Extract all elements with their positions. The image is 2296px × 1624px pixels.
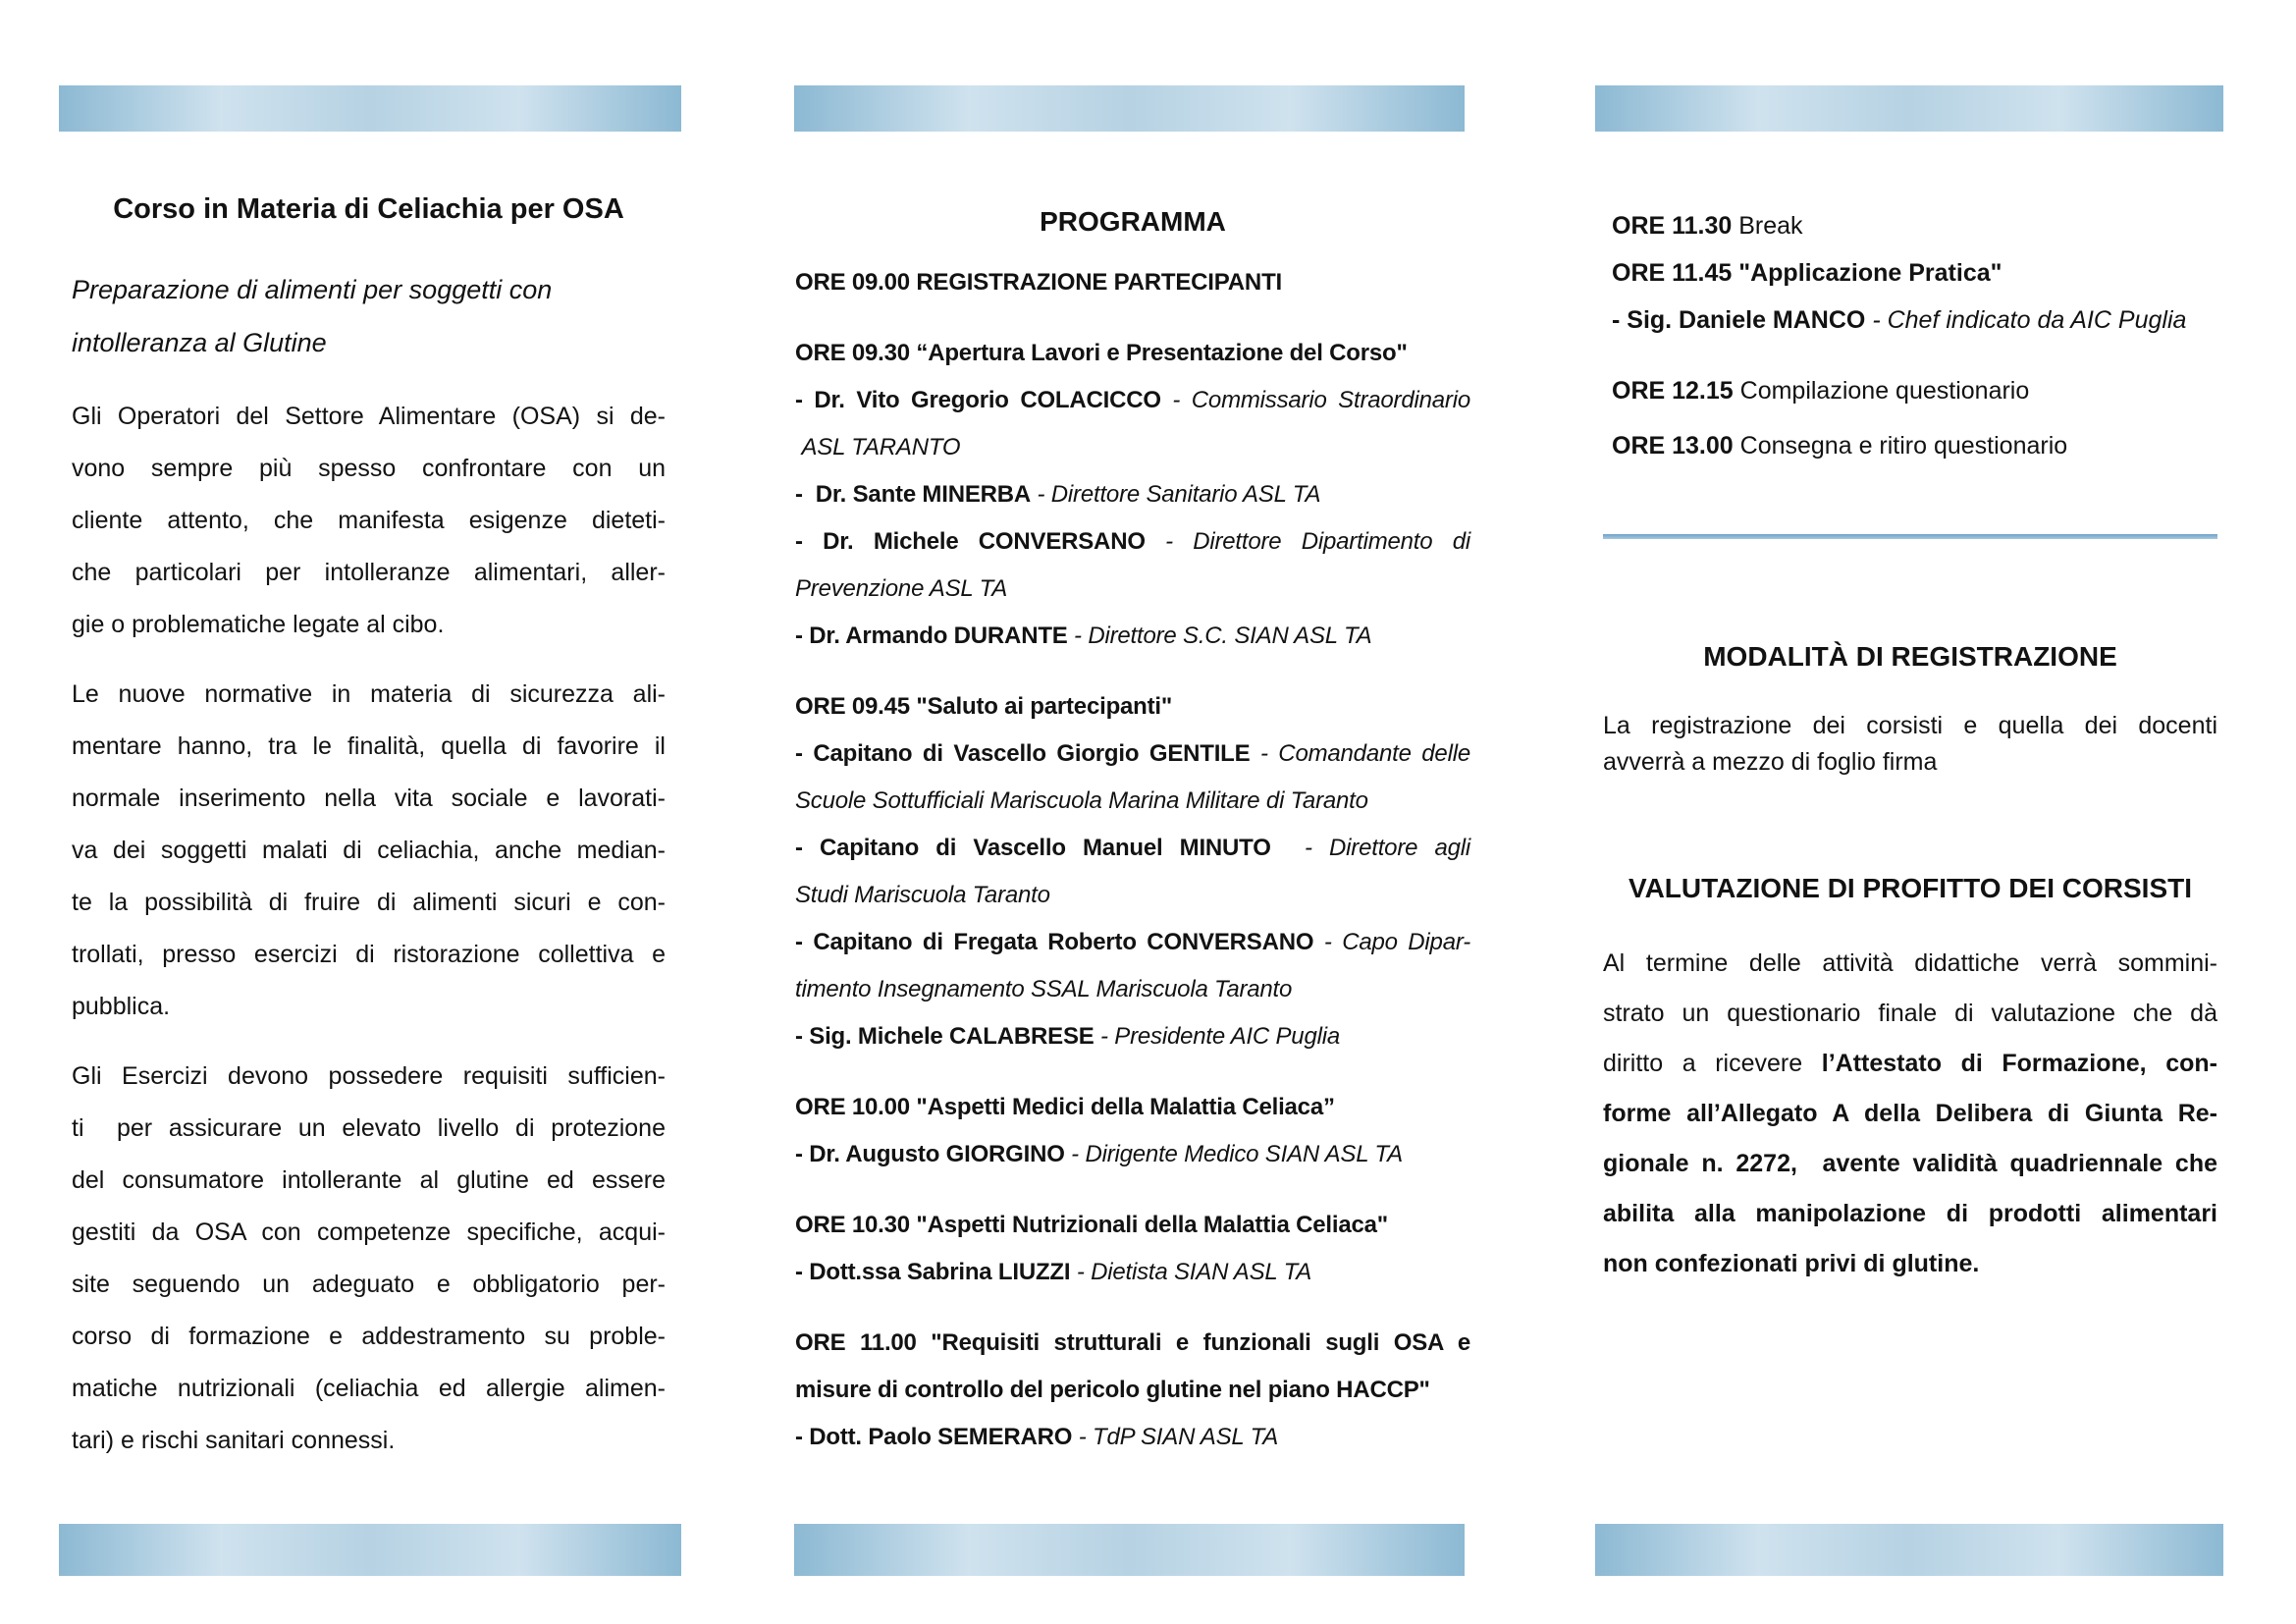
schedule-0945-line-7: timento Insegnamento SSAL Mariscuola Taranto bbox=[795, 976, 1293, 1002]
schedule-1030-line-2: - Dott.ssa Sabrina LIUZZI - Dietista SIAN ASL TA bbox=[795, 1259, 1312, 1285]
schedule-0945-line-1: ORE 09.45 "Saluto ai partecipanti" bbox=[795, 693, 1173, 720]
intro-paragraph-1-line-1: Gli Operatori del Settore Alimentare (OSA) si de- bbox=[72, 403, 666, 430]
intro-paragraph-1 bbox=[72, 391, 666, 651]
column-center bbox=[795, 0, 1470, 1485]
intro-paragraph-1-line-4: che particolari per intolleranze alimentari, aller- bbox=[72, 559, 666, 586]
intro-paragraph-2-line-2: mentare hanno, tra le finalità, quella di favorire il bbox=[72, 732, 666, 760]
column-left bbox=[72, 0, 666, 1485]
schedule-0945-line-8: - Sig. Michele CALABRESE - Presidente AIC Puglia bbox=[795, 1023, 1341, 1050]
schedule-0945-line-4: - Capitano di Vascello Manuel MINUTO - Direttore agli bbox=[795, 835, 1471, 861]
schedule-0900 bbox=[795, 259, 1470, 306]
intro-paragraph-3-line-6: corso di formazione e addestramento su proble- bbox=[72, 1323, 666, 1350]
schedule-1030 bbox=[795, 1202, 1470, 1296]
schedule-1300-line-1: ORE 13.00 Consegna e ritiro questionario bbox=[1612, 432, 2068, 460]
schedule-1000-line-2: - Dr. Augusto GIORGINO - Dirigente Medico SIAN ASL TA bbox=[795, 1141, 1403, 1167]
evaluation-paragraph-line-1: Al termine delle attività didattiche verrà sommini- bbox=[1603, 949, 2217, 977]
schedule-0930-line-5: - Dr. Michele CONVERSANO - Direttore Dipartimento di bbox=[795, 528, 1470, 555]
evaluation-paragraph-line-4: forme all’Allegato A della Delibera di Giunta Re- bbox=[1603, 1100, 2217, 1127]
schedule-0930-line-6: Prevenzione ASL TA bbox=[795, 575, 1008, 602]
schedule-0930-line-7: - Dr. Armando DURANTE - Direttore S.C. SIAN ASL TA bbox=[795, 623, 1372, 649]
schedule-0930-line-4: - Dr. Sante MINERBA - Direttore Sanitario ASL TA bbox=[795, 481, 1321, 508]
evaluation-heading-line-1: VALUTAZIONE DI PROFITTO DEI CORSISTI bbox=[1628, 873, 2192, 903]
programma-heading-line-1: PROGRAMMA bbox=[1040, 206, 1226, 237]
schedule-0930-line-2: - Dr. Vito Gregorio COLACICCO - Commissario Straordinario bbox=[795, 387, 1470, 413]
schedule-1215-line-1: ORE 12.15 Compilazione questionario bbox=[1612, 377, 2030, 405]
section-divider bbox=[1603, 534, 2217, 539]
schedule-1100 bbox=[795, 1320, 1470, 1461]
intro-paragraph-3-line-5: site seguendo un adeguato e obbligatorio per- bbox=[72, 1271, 666, 1298]
intro-paragraph-3-line-4: gestiti da OSA con competenze specifiche, acqui- bbox=[72, 1218, 666, 1246]
bottom-accent-bar-right bbox=[1595, 1524, 2223, 1576]
bottom-accent-bar-center bbox=[794, 1524, 1465, 1576]
schedule-0945-line-6: - Capitano di Fregata Roberto CONVERSANO - Capo Dipar- bbox=[795, 929, 1471, 955]
schedule-0945 bbox=[795, 683, 1470, 1060]
intro-paragraph-2-line-4: va dei soggetti malati di celiachia, anche median- bbox=[72, 837, 666, 864]
registration-heading bbox=[1603, 633, 2217, 680]
schedule-1100-line-2: misure di controllo del pericolo glutine nel piano HACCP" bbox=[795, 1377, 1430, 1403]
intro-paragraph-2-line-6: trollati, presso esercizi di ristorazione collettiva e bbox=[72, 941, 666, 968]
schedule-0900-line-1: ORE 09.00 REGISTRAZIONE PARTECIPANTI bbox=[795, 269, 1282, 296]
intro-paragraph-3-line-3: del consumatore intollerante al glutine ed essere bbox=[72, 1166, 666, 1194]
column-right bbox=[1603, 0, 2217, 1289]
schedule-1130-group-line-1: ORE 11.30 Break bbox=[1612, 212, 1803, 240]
intro-paragraph-1-line-5: gie o problematiche legate al cibo. bbox=[72, 611, 445, 638]
evaluation-paragraph-line-6: abilita alla manipolazione di prodotti alimentari bbox=[1603, 1200, 2217, 1227]
intro-paragraph-2-line-5: te la possibilità di fruire di alimenti sicuri e con- bbox=[72, 889, 666, 916]
course-subtitle bbox=[72, 263, 666, 369]
evaluation-heading bbox=[1603, 865, 2217, 912]
intro-paragraph-3-line-2: ti per assicurare un elevato livello di protezione bbox=[72, 1114, 666, 1142]
schedule-0930-line-3: ASL TARANTO bbox=[795, 434, 961, 460]
schedule-1000-line-1: ORE 10.00 "Aspetti Medici della Malattia Celiaca” bbox=[795, 1094, 1335, 1120]
intro-paragraph-3-line-1: Gli Esercizi devono possedere requisiti sufficien- bbox=[72, 1062, 666, 1090]
schedule-1130-group-line-3: - Sig. Daniele MANCO - Chef indicato da AIC Puglia bbox=[1612, 306, 2187, 334]
intro-paragraph-3-line-7: matiche nutrizionali (celiachia ed allergie alimen- bbox=[72, 1375, 666, 1402]
intro-paragraph-2 bbox=[72, 669, 666, 1033]
registration-heading-line-1: MODALITÀ DI REGISTRAZIONE bbox=[1703, 641, 2117, 672]
intro-paragraph-2-line-1: Le nuove normative in materia di sicurezza ali- bbox=[72, 680, 666, 708]
schedule-1030-line-1: ORE 10.30 "Aspetti Nutrizionali della Malattia Celiaca" bbox=[795, 1212, 1388, 1238]
programma-heading bbox=[795, 200, 1470, 244]
intro-paragraph-2-line-3: normale inserimento nella vita sociale e lavorati- bbox=[72, 785, 666, 812]
intro-paragraph-3 bbox=[72, 1051, 666, 1467]
registration-paragraph-line-2: avverrà a mezzo di foglio firma bbox=[1603, 748, 1938, 776]
course-subtitle-line-1: Preparazione di alimenti per soggetti con bbox=[72, 275, 553, 304]
intro-paragraph-3-line-8: tari) e rischi sanitari connessi. bbox=[72, 1427, 396, 1454]
schedule-0945-line-5: Studi Mariscuola Taranto bbox=[795, 882, 1050, 908]
schedule-1215 bbox=[1603, 367, 2217, 414]
schedule-0945-line-2: - Capitano di Vascello Giorgio GENTILE - Comandante delle bbox=[795, 740, 1470, 767]
course-title bbox=[72, 189, 666, 230]
evaluation-paragraph bbox=[1603, 939, 2217, 1289]
evaluation-paragraph-line-5: gionale n. 2272, avente validità quadriennale che bbox=[1603, 1150, 2217, 1177]
registration-paragraph bbox=[1603, 708, 2217, 781]
course-subtitle-line-2: intolleranza al Glutine bbox=[72, 328, 327, 357]
registration-paragraph-line-1: La registrazione dei corsisti e quella dei docenti bbox=[1603, 712, 2217, 739]
intro-paragraph-1-line-3: cliente attento, che manifesta esigenze dieteti- bbox=[72, 507, 666, 534]
intro-paragraph-1-line-2: vono sempre più spesso confrontare con un bbox=[72, 455, 666, 482]
schedule-1300 bbox=[1603, 422, 2217, 469]
evaluation-paragraph-line-2: strato un questionario finale di valutazione che dà bbox=[1603, 1000, 2217, 1027]
bottom-accent-bar-left bbox=[59, 1524, 681, 1576]
schedule-0930-line-1: ORE 09.30 “Apertura Lavori e Presentazione del Corso" bbox=[795, 340, 1408, 366]
schedule-1100-line-3: - Dott. Paolo SEMERARO - TdP SIAN ASL TA bbox=[795, 1424, 1279, 1450]
schedule-0945-line-3: Scuole Sottufficiali Mariscuola Marina Militare di Taranto bbox=[795, 787, 1368, 814]
schedule-1130-group-line-2: ORE 11.45 "Applicazione Pratica" bbox=[1612, 259, 2002, 287]
schedule-0930 bbox=[795, 330, 1470, 660]
evaluation-paragraph-line-3: diritto a ricevere l’Attestato di Formazione, con- bbox=[1603, 1050, 2217, 1077]
schedule-1000 bbox=[795, 1084, 1470, 1178]
evaluation-paragraph-line-7: non confezionati privi di glutine. bbox=[1603, 1250, 1980, 1277]
intro-paragraph-2-line-7: pubblica. bbox=[72, 993, 171, 1020]
schedule-1100-line-1: ORE 11.00 "Requisiti strutturali e funzionali sugli OSA e bbox=[795, 1329, 1470, 1356]
schedule-1130-group bbox=[1603, 202, 2217, 344]
course-title-line-1: Corso in Materia di Celiachia per OSA bbox=[113, 193, 624, 225]
